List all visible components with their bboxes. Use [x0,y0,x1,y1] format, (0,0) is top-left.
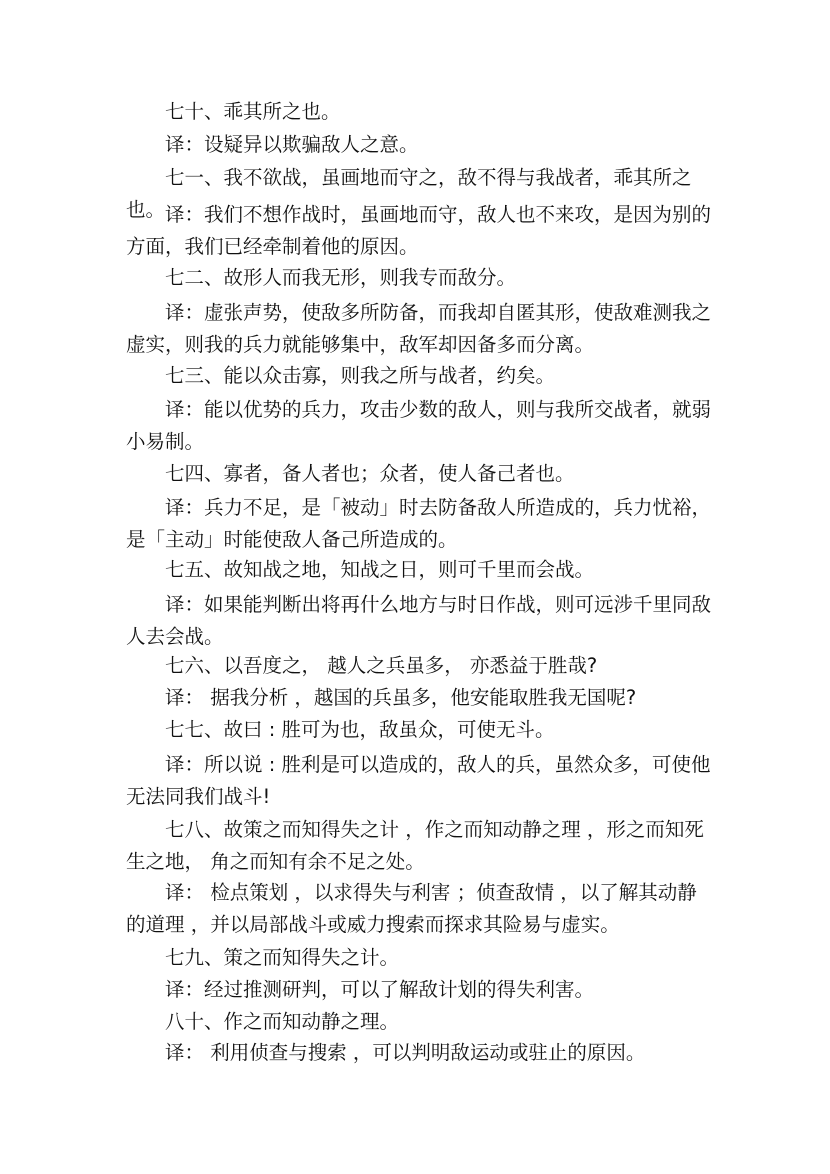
paragraph-original: 七五、故知战之地，知战之日，则可千里而会战。 [165,558,595,581]
paragraph-translation: 译：我们不想作战时，虽画地而守，敌人也不来攻，是因为别的方面，我们已经牵制着他的原因。 [126,203,712,258]
paragraph-original: 七六、以吾度之， 越人之兵虽多， 亦悉益于胜哉? [165,654,598,677]
paragraph-original: 七九、策之而知得失之计。 [165,946,400,969]
paragraph-original: 七一、我不欲战，虽画地而守之，敌不得与我战者，乖其所之也。 [126,166,692,221]
paragraph-original: 七八、故策之而知得失之计 ，作之而知动静之理 ，形之而知死生之地， 角之而知有余不足之处。 [126,818,704,873]
paragraph-translation: 译：所以说 : 胜利是可以造成的，敌人的兵，虽然众多，可使他无法同我们战斗! [126,753,711,808]
paragraph-translation: 译：如果能判断出将再什么地方与时日作战，则可远涉千里同敌人去会战。 [126,593,712,648]
paragraph-original: 七三、能以众击寡，则我之所与战者，约矣。 [165,364,556,387]
paragraph-translation: 译：能以优势的兵力，攻击少数的敌人，则与我所交战者，就弱小易制。 [126,398,712,453]
paragraph-original: 七七、故曰 : 胜可为也，敌虽众，可使无斗。 [165,718,555,741]
paragraph-translation: 译：设疑异以欺骗敌人之意。 [165,133,419,156]
paragraph-original: 八十、作之而知动静之理。 [165,1010,400,1033]
paragraph-original: 七二、故形人而我无形，则我专而敌分。 [165,266,517,289]
paragraph-translation: 译： 据我分析 ，越国的兵虽多，他安能取胜我无国呢? [165,686,637,709]
paragraph-translation: 译：经过推测研判，可以了解敌计划的得失利害。 [165,978,595,1001]
paragraph-translation: 译：兵力不足，是「被动」时去防备敌人所造成的，兵力忧裕，是「主动」时能使敌人备己所造成的。 [126,496,712,551]
paragraph-original: 七十、乖其所之也。 [165,100,341,123]
paragraph-translation: 译：虚张声势，使敌多所防备，而我却自匿其形，使敌难测我之虚实，则我的兵力就能够集中，敌军却因备多而分离。 [126,301,712,356]
paragraph-translation: 译： 利用侦查与搜索 ，可以判明敌运动或驻止的原因。 [165,1041,646,1064]
paragraph-original: 七四、寡者，备人者也；众者，使人备己者也。 [165,462,575,485]
paragraph-translation: 译： 检点策划 ，以求得失与利害 ；侦查敌情 ，以了解其动静的道理 ，并以局部战斗或威力搜索而探求其险易与虚实。 [126,881,697,936]
